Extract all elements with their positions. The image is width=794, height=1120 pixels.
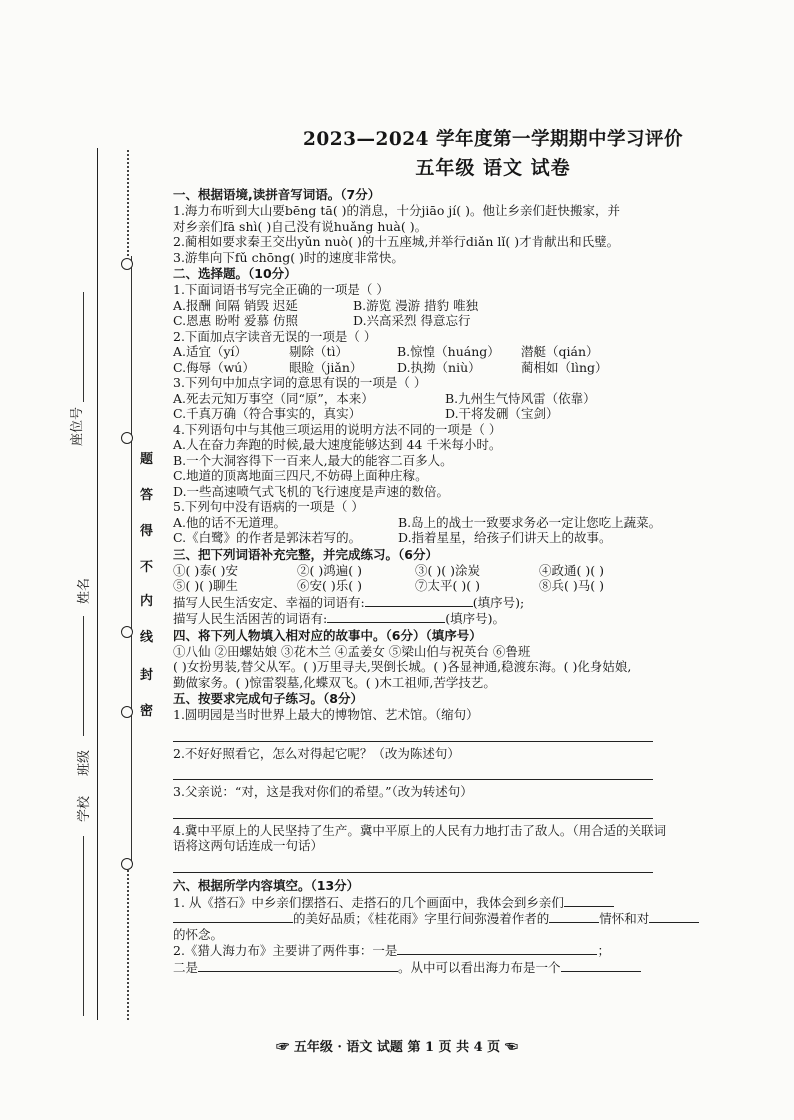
option: 蔺相如（lìng）	[521, 359, 608, 375]
answer-line[interactable]	[173, 723, 653, 742]
exam-content	[173, 128, 773, 975]
section-5-heading: 五、按要求完成句子练习。（8分）	[173, 691, 363, 706]
binding-hole	[121, 258, 133, 270]
s2-question-2: 2.下面加点字读音无误的一项是（ ）	[173, 328, 377, 344]
s6-q2-text: 2.《猎人海力布》主要讲了两件事：一是	[173, 943, 398, 958]
s6-q1-text: 的美好品质；《桂花雨》字里行间弥漫着作者的	[293, 911, 550, 926]
section-3-heading: 三、把下列词语补充完整，并完成练习。（6分）	[173, 546, 438, 562]
idiom-blank: ④政通( )( )	[539, 562, 604, 578]
binding-hole	[121, 626, 133, 638]
s2-question-4: 4.下列语句中与其他三项运用的说明方法不同的一项是（ ）	[173, 421, 502, 437]
option: B.游览 漫游 措豹 唯独	[353, 297, 479, 313]
s1-question-1-line-1: 1.海力布听到大山要bēng tā( )的消息，十分jiāo jí( )。他让乡亲们赶快搬家，并	[173, 203, 620, 218]
s3-fill-1	[173, 594, 773, 611]
s1-question-1-line-2: 对乡亲们fā shì( )自己没有说huǎng huà( )。	[173, 218, 428, 234]
s5-question-4-line-2: 语将这两句话连成一句话）	[173, 838, 324, 853]
s2-q1-options-row	[173, 298, 773, 314]
s6-q2-text: 二是	[173, 959, 199, 975]
answer-line[interactable]	[173, 761, 653, 780]
name-blank	[83, 616, 84, 736]
binding-cut-line	[131, 256, 132, 868]
option: A.人在奋力奔跑的时候,最大速度能够达到 44 千米每小时。	[173, 437, 502, 452]
option: C.千真万确（符合事实的，真实）	[173, 406, 362, 421]
answer-blank[interactable]	[365, 594, 473, 607]
idiom-blank: ②( )鸿遍( )	[297, 562, 362, 578]
seal-char: 不	[140, 560, 154, 575]
s3-fill-1-prompt: 描写人民生活安定、幸福的词语有:	[173, 594, 365, 610]
s3-idiom-row	[173, 563, 773, 579]
idiom-blank: ⑤( )( )聊生	[173, 578, 238, 593]
s2-question-1: 1.下面词语书写完全正确的一项是（ ）	[173, 282, 389, 297]
section-2-heading: 二、选择题。（10分）	[173, 266, 297, 281]
binding-dotted-line-lower	[127, 870, 129, 1020]
s2-q5-options-row	[173, 515, 773, 531]
option: D.干将发硎（宝剑）	[445, 406, 559, 421]
option: A.他的话不无道理。	[173, 514, 287, 530]
s6-q2-text: 。从中可以看出海力布是一个	[398, 959, 561, 975]
s5-question-4-line-1: 4.冀中平原上的人民坚持了生产。冀中平原上的人民有力地打击了敌人。（用合适的关联词	[173, 822, 667, 838]
s3-fill-2-prompt: 描写人民生活困苦的词语有:	[173, 611, 328, 626]
seal-char: 得	[140, 524, 154, 539]
s3-fill-2-suffix: (填序号)。	[445, 611, 505, 626]
seal-char: 线	[140, 630, 154, 645]
s4-line-1: ( )女扮男装,替父从军。( )万里寻夫,哭倒长城。( )各显神通,稳渡东海。( )化身姑娘,	[173, 659, 632, 674]
seal-char: 封	[140, 668, 154, 683]
option: B.九州生气恃风雷（依靠）	[445, 390, 596, 406]
s5-question-2: 2.不好好照看它，怎么对得起它呢？（改为陈述句）	[173, 745, 460, 761]
s4-names: ①八仙 ②田螺姑娘 ③花木兰 ④孟姜女 ⑤梁山伯与祝英台 ⑥鲁班	[173, 643, 531, 659]
binding-dotted-line-upper	[127, 150, 129, 256]
option: C.地道的顶离地面三四尺,不妨碍上面种庄稼。	[173, 468, 428, 483]
idiom-blank: ①( )泰( )安	[173, 562, 238, 578]
answer-blank[interactable]	[561, 959, 641, 972]
seal-char: 答	[140, 488, 154, 503]
answer-blank[interactable]	[549, 910, 599, 923]
page-footer: ☞ 五年级 · 语文 试题 第 1 页 共 4 页 ☜	[276, 1040, 518, 1055]
binding-hole	[121, 432, 133, 444]
option: D.执拗（niù）	[397, 359, 481, 375]
option: B.一个大洞容得下一百来人,最大的能容二百多人。	[173, 452, 453, 468]
option: C.《白鹭》的作者是郭沫若写的。	[173, 530, 362, 545]
s6-question-2-line-1: 2.《猎人海力布》主要讲了两件事：一是 ；	[173, 943, 610, 958]
option: 眼睑（jiǎn）	[289, 359, 363, 375]
s2-q3-options-row	[173, 406, 773, 422]
option: C.侮辱（wú）	[173, 359, 255, 375]
option: B.岛上的战士一致要求务必一定让您吃上蔬菜。	[398, 514, 662, 530]
idiom-blank: ⑦太平( )( )	[415, 578, 480, 593]
binding-outer-line	[97, 148, 98, 1020]
idiom-blank: ⑥安( )乐( )	[297, 578, 362, 593]
option: C.恩惠 盼咐 爱慕 仿照	[173, 313, 299, 328]
exam-subtitle: 五年级 语文 试卷	[415, 157, 571, 179]
s5-question-3: 3.父亲说：“对，这是我对你们的希望。”（改为转述句）	[173, 784, 473, 799]
answer-blank[interactable]	[649, 910, 699, 923]
name-label: 姓名	[77, 577, 92, 604]
s6-question-1-line-1	[173, 894, 773, 911]
option: D.一些高速喷气式飞机的飞行速度是声速的数倍。	[173, 483, 450, 499]
seal-char: 内	[140, 594, 154, 609]
idiom-blank: ⑧兵( )马( )	[539, 578, 604, 593]
s6-question-2-line-2	[173, 959, 773, 976]
s2-q2-options-row	[173, 360, 773, 376]
seat-number-label: 座位号	[70, 406, 85, 446]
s6-q1-text: 情怀和对	[599, 911, 650, 926]
option: D.兴高采烈 得意忘行	[353, 313, 471, 328]
section-1-heading: 一、根据语境,读拼音写词语。（7分）	[173, 187, 381, 202]
s6-question-1-line-3: 的怀念。	[173, 926, 224, 942]
answer-blank[interactable]	[397, 942, 597, 955]
option: A.报酬 间隔 销毁 迟延	[173, 297, 298, 313]
s1-question-3: 3.游隼向下fǔ chōng( )时的速度非常快。	[173, 249, 404, 265]
section-4-heading: 四、将下列人物填入相对应的故事中。（6分）（填序号）	[173, 627, 482, 643]
s6-question-1-line-2	[173, 910, 773, 927]
s3-fill-1-suffix: (填序号);	[472, 594, 525, 610]
class-label: 班级	[77, 749, 92, 776]
s2-q2-options-row	[173, 344, 773, 360]
answer-line[interactable]	[173, 800, 653, 819]
s1-question-2: 2.蔺相如要求秦王交出yǔn nuò( )的十五座城,并举行diǎn lǐ( )才肯献出和氏璧。	[173, 234, 620, 249]
option: D.指着星星，给孩子们讲天上的故事。	[398, 530, 612, 545]
option: A.死去元知万事空（同“原”，本来）	[173, 390, 374, 406]
seal-char: 题	[140, 452, 154, 467]
option: 潜艇（qián）	[521, 344, 599, 359]
option: 剔除（tì）	[289, 344, 349, 359]
answer-blank[interactable]	[173, 910, 293, 923]
answer-line[interactable]	[173, 854, 653, 873]
answer-blank[interactable]	[564, 894, 614, 907]
option: B.惊惶（huáng）	[397, 344, 500, 359]
binding-hole	[121, 858, 133, 870]
s2-q5-options-row	[173, 530, 773, 546]
exam-title: 2023—2024 学年度第一学期期中学习评价	[303, 129, 683, 150]
s2-q1-options-row	[173, 313, 773, 329]
seal-char: 密	[140, 704, 154, 719]
s3-idiom-row	[173, 578, 773, 594]
s6-q1-text: 1. 从《搭石》中乡亲们摆搭石、走搭石的几个画面中，我体会到乡亲们	[173, 894, 564, 910]
s2-question-5: 5.下列句中没有语病的一项是（ ）	[173, 499, 364, 514]
s3-fill-2	[173, 610, 773, 627]
answer-blank[interactable]	[327, 610, 445, 623]
school-label: 学校	[77, 795, 92, 822]
answer-blank[interactable]	[198, 959, 398, 972]
s2-q3-options-row	[173, 391, 773, 407]
school-blank	[83, 836, 84, 1016]
section-6-heading: 六、根据所学内容填空。（13分）	[173, 877, 360, 893]
binding-hole	[121, 706, 133, 718]
option: A.适宜（yí）	[173, 344, 248, 359]
seat-number-blank	[83, 292, 84, 402]
s2-question-3: 3.下列句中加点字词的意思有误的一项是（ ）	[173, 375, 427, 390]
s5-question-1: 1.圆明园是当时世界上最大的博物馆、艺术馆。（缩句）	[173, 707, 479, 722]
idiom-blank: ③( )( )涂炭	[415, 562, 480, 578]
s4-line-2: 勤做家务。( )惊雷裂墓,化蝶双飞。( )木工祖师,苦学技艺。	[173, 674, 496, 690]
